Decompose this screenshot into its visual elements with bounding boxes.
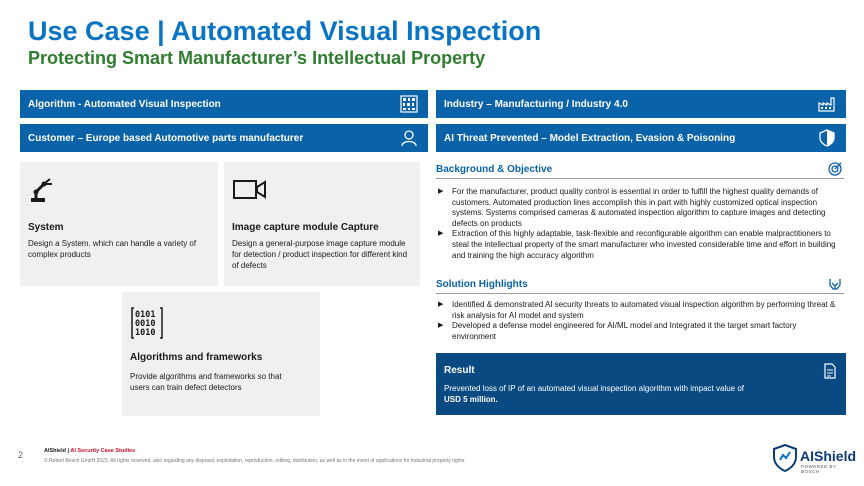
aishield-logo bbox=[772, 444, 857, 474]
hands-icon bbox=[828, 277, 842, 291]
footer-brand-name: AIShield | bbox=[44, 448, 71, 454]
capture-card bbox=[224, 162, 420, 286]
algorithms-card-text: Provide algorithms and frameworks so that users can train defect detectors bbox=[130, 372, 282, 392]
customer-bar-label: Customer – Europe based Automotive parts manufacturer bbox=[28, 132, 304, 144]
binary-line-1: 0101 bbox=[135, 310, 156, 320]
algorithm-bar-label: Algorithm - Automated Visual Inspection bbox=[28, 98, 221, 110]
page-title: Use Case | Automated Visual Inspection bbox=[28, 16, 542, 46]
algorithms-card bbox=[122, 292, 320, 416]
result-value: USD 5 million. bbox=[444, 395, 498, 404]
page-subtitle: Protecting Smart Manufacturer’s Intellectual Property bbox=[28, 48, 486, 68]
threat-bar bbox=[436, 124, 846, 152]
industry-bar-label: Industry – Manufacturing / Industry 4.0 bbox=[444, 98, 628, 110]
video-camera-icon bbox=[232, 176, 268, 202]
footer-brand-series: AI Security Case Studies bbox=[70, 448, 136, 454]
solution-bullet-1: ▶ Identified & demonstrated AI security threats to automated visual inspection algorithm by performing threat & risk analysis for AI model and system bbox=[438, 300, 842, 321]
logo-text: AIShield bbox=[800, 448, 857, 464]
algorithms-card-title: Algorithms and frameworks bbox=[130, 352, 263, 363]
footer-copyright: © Robert Bosch GmbH 2023. All rights reserved, also regarding any disposal, exploitation, reproduction, editing, distribution, as well as in the event of applications for industrial property rights. bbox=[44, 458, 466, 464]
solution-bullets bbox=[438, 300, 842, 342]
shield-logo-icon bbox=[772, 444, 798, 472]
robot-arm-icon bbox=[28, 176, 58, 204]
factory-icon bbox=[818, 95, 836, 113]
binary-code-icon bbox=[130, 306, 164, 340]
solution-bullet-2: ▶ Developed a defense model engineered for AI/ML model and Integrated it the target smart factory environment bbox=[438, 321, 842, 342]
capture-card-title: Image capture module Capture bbox=[232, 222, 379, 233]
threat-bar-label: AI Threat Prevented – Model Extraction, Evasion & Poisoning bbox=[444, 132, 736, 144]
solution-heading: Solution Highlights bbox=[436, 279, 528, 290]
shield-icon bbox=[818, 129, 836, 147]
user-icon bbox=[400, 129, 418, 147]
system-card bbox=[20, 162, 218, 286]
customer-bar bbox=[20, 124, 428, 152]
algorithm-bar bbox=[20, 90, 428, 118]
binary-grid-icon bbox=[400, 95, 418, 113]
system-card-title: System bbox=[28, 222, 64, 233]
target-icon bbox=[828, 162, 842, 176]
result-text bbox=[444, 383, 804, 405]
background-bullets bbox=[438, 187, 842, 261]
logo-tagline: POWERED BY BOSCH bbox=[801, 464, 837, 474]
background-bullet-2: ▶ Extraction of this highly adaptable, task-flexible and reconfigurable algorithm can enable malpractitioners to steal the intellectual property of the smart manufacturer who invested considerable time and effort in building and training the high accuracy algorithm bbox=[438, 229, 842, 261]
system-card-text: Design a System. which can handle a variety of complex products bbox=[28, 239, 197, 259]
capture-card-text: Design a general-purpose image capture module for detection / product inspection for different kind of defects bbox=[232, 239, 408, 270]
industry-bar bbox=[436, 90, 846, 118]
result-description: Prevented loss of IP of an automated visual inspection algorithm with impact value of bbox=[444, 384, 745, 393]
result-box bbox=[436, 353, 846, 415]
binary-line-3: 1010 bbox=[135, 328, 156, 338]
document-icon bbox=[824, 363, 836, 379]
footer-brand bbox=[44, 448, 135, 454]
binary-line-2: 0010 bbox=[135, 319, 156, 329]
result-title: Result bbox=[444, 365, 475, 376]
background-heading-row bbox=[436, 162, 844, 179]
background-bullet-1: ▶ For the manufacturer, product quality control is essential in order to fulfill the highest quality demands of customers. Automated production lines accomplish this in part with highly customized optical inspection systems. Systems comprised cameras & automated inspection algorithm to capture images and detecting defects on products bbox=[438, 187, 842, 229]
page-number: 2 bbox=[18, 450, 24, 460]
solution-heading-row bbox=[436, 277, 844, 294]
background-heading: Background & Objective bbox=[436, 164, 553, 175]
